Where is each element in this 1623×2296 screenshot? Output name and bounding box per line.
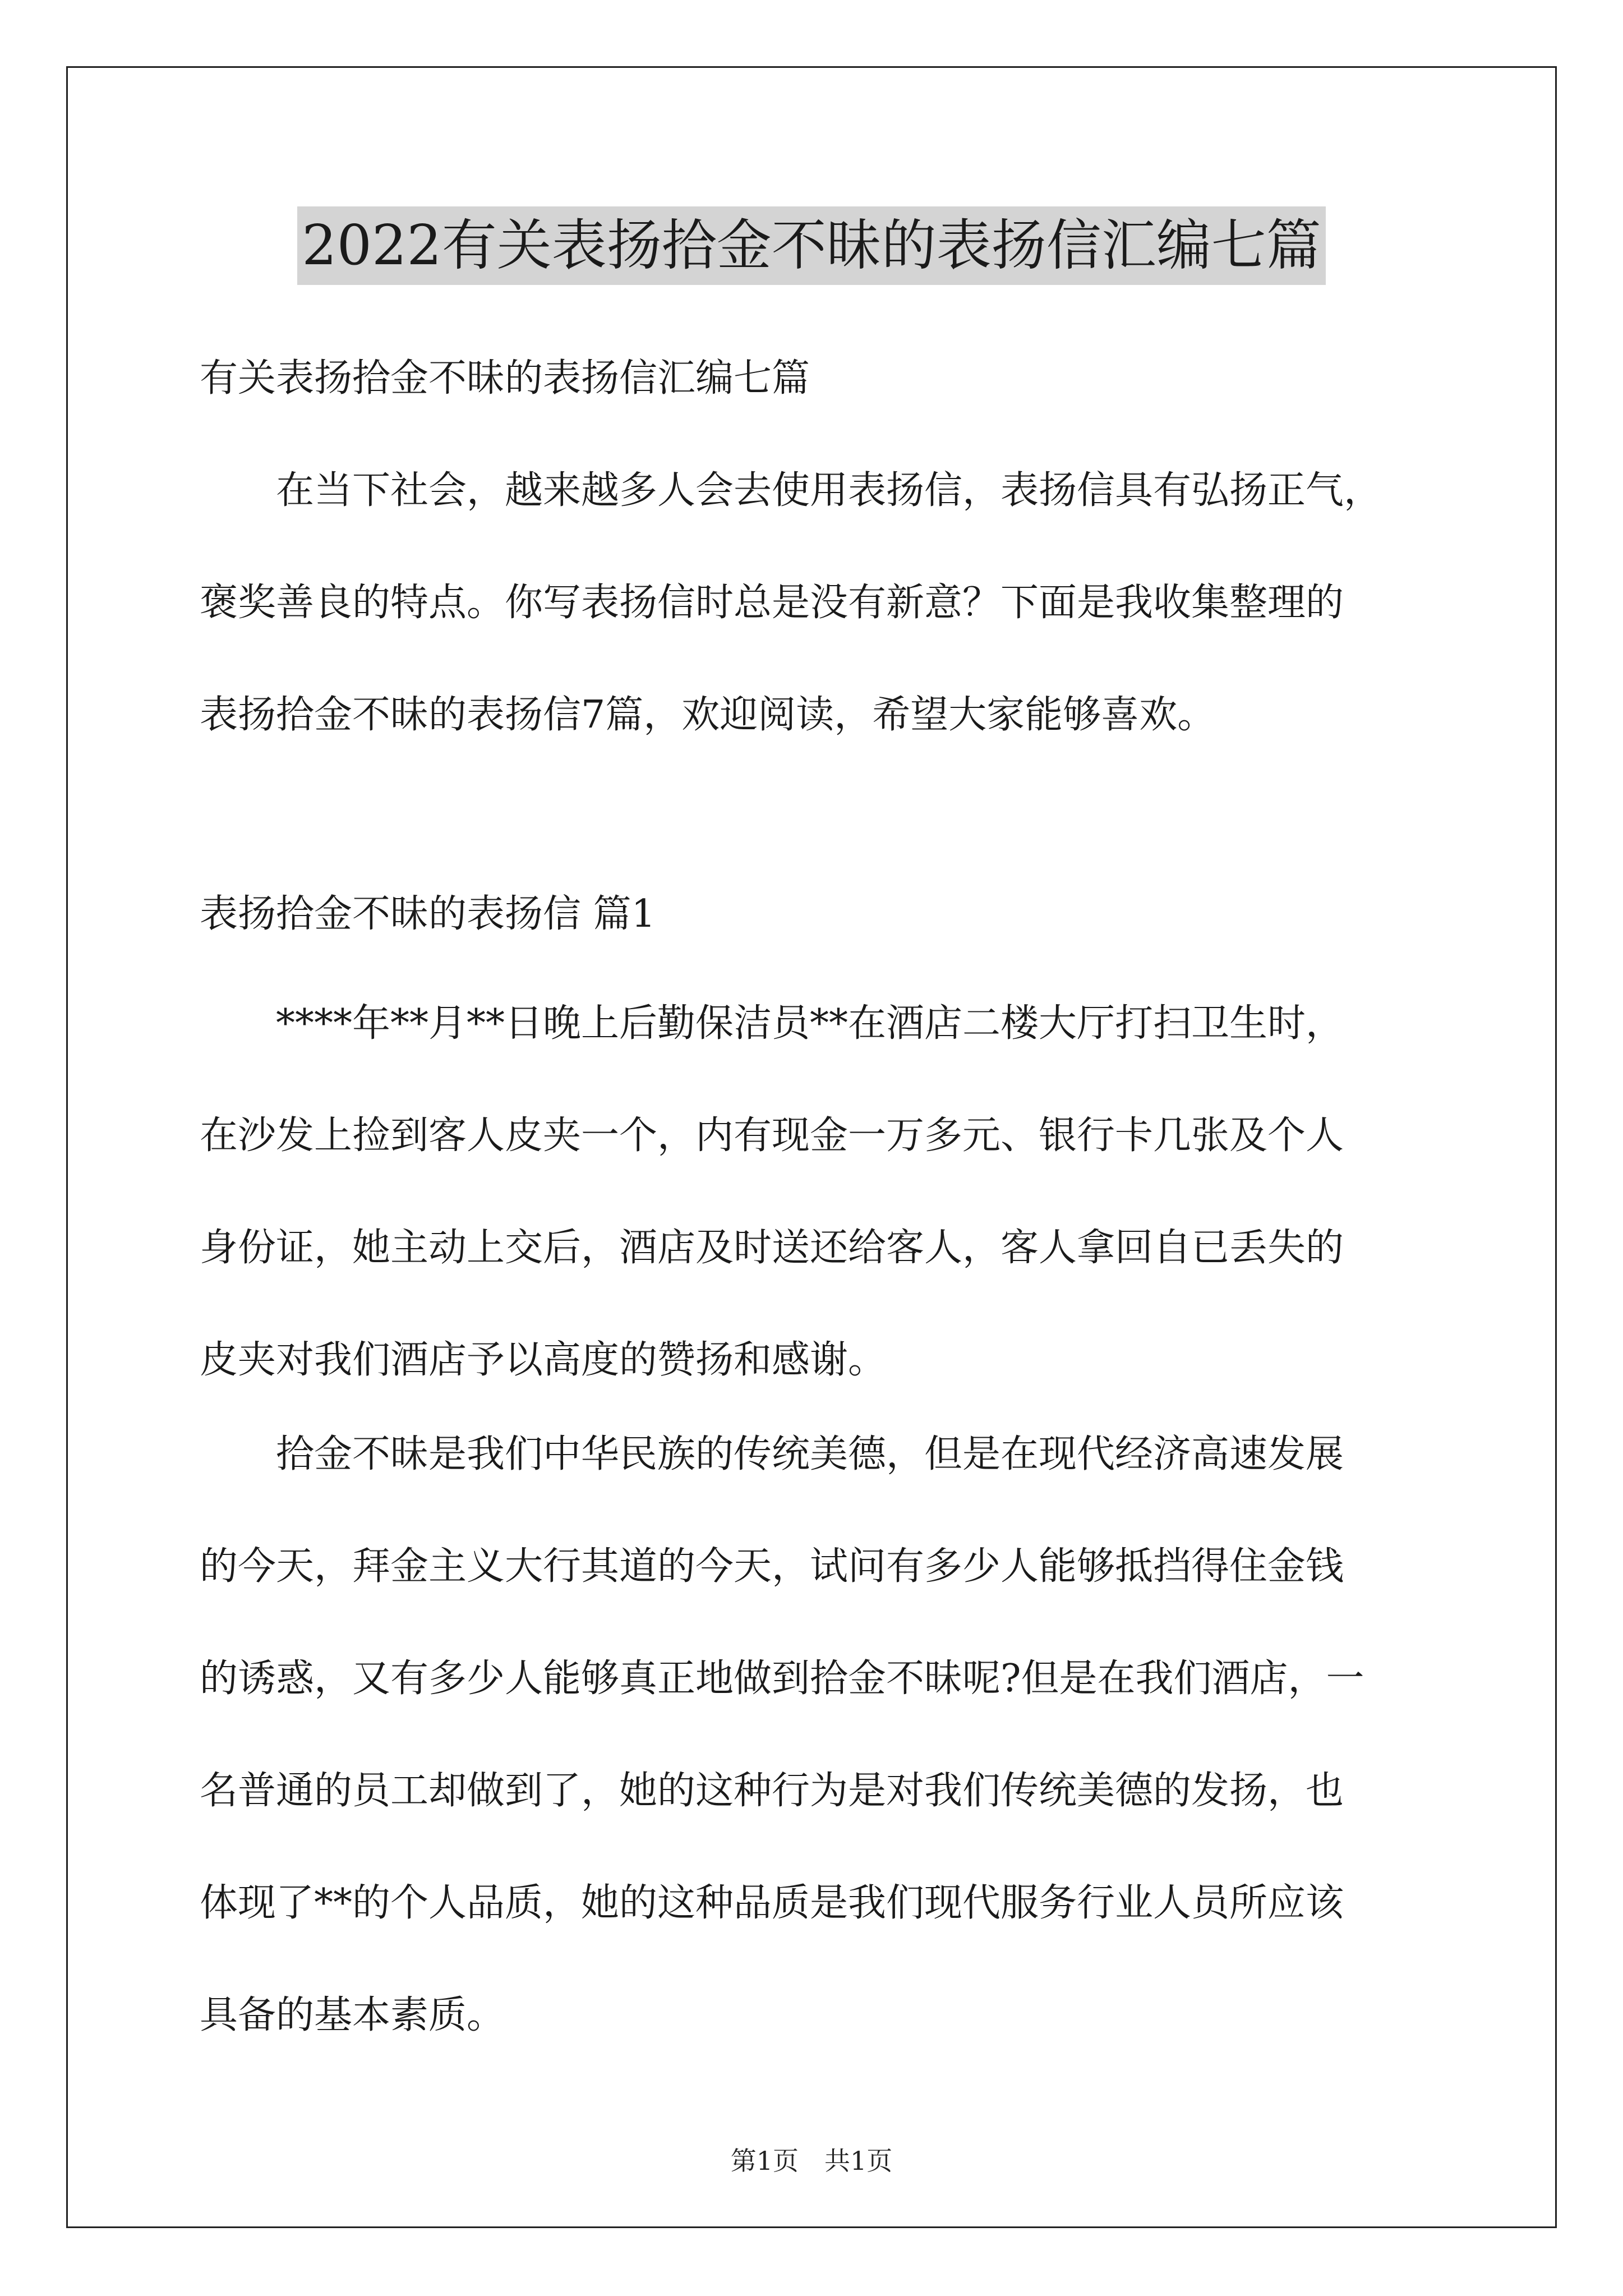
paragraph-line: 的诱惑，又有多少人能够真正地做到拾金不昧呢?但是在我们酒店，一 xyxy=(200,1657,1364,1701)
section-heading-block xyxy=(200,858,1433,970)
section-heading: 表扬拾金不昧的表扬信 篇1 xyxy=(200,892,656,936)
paragraph-line: 在沙发上捡到客人皮夹一个，内有现金一万多元、银行卡几张及个人 xyxy=(200,1114,1344,1158)
document-title: 2022有关表扬拾金不昧的表扬信汇编七篇 xyxy=(297,206,1325,285)
document-title-container xyxy=(0,206,1623,285)
paragraph-line: 身份证，她主动上交后，酒店及时送还给客人，客人拿回自已丢失的 xyxy=(200,1226,1344,1270)
intro-line: 表扬拾金不昧的表扬信7篇，欢迎阅读，希望大家能够喜欢。 xyxy=(200,693,1216,737)
document-subtitle-block xyxy=(200,323,1433,435)
paragraph-line: 的今天，拜金主义大行其道的今天，试问有多少人能够抵挡得住金钱 xyxy=(200,1544,1344,1589)
document-subtitle: 有关表扬拾金不昧的表扬信汇编七篇 xyxy=(200,356,810,401)
page-footer xyxy=(0,2144,1623,2178)
paragraph-line: 皮夹对我们酒店予以高度的赞扬和感谢。 xyxy=(200,1338,887,1382)
paragraph-line: 名普通的员工却做到了，她的这种行为是对我们传统美德的发扬，也 xyxy=(200,1769,1344,1813)
paragraph-line: 拾金不昧是我们中华民族的传统美德，但是在现代经济高速发展 xyxy=(200,1432,1344,1476)
intro-line: 在当下社会，越来越多人会去使用表扬信，表扬信具有弘扬正气， xyxy=(200,468,1382,513)
paragraph-line: 体现了**的个人品质，她的这种品质是我们现代服务行业人员所应该 xyxy=(200,1881,1344,1925)
paragraph-line: ****年**月**日晚上后勤保洁员**在酒店二楼大厅打扫卫生时， xyxy=(200,1001,1344,1046)
intro-line: 褒奖善良的特点。你写表扬信时总是没有新意？下面是我收集整理的 xyxy=(200,581,1344,625)
intro-paragraph xyxy=(200,435,1433,771)
page-number: 第1页 共1页 xyxy=(730,2146,893,2176)
body-paragraph-1 xyxy=(200,968,1433,1416)
body-paragraph-2 xyxy=(200,1398,1433,2072)
paragraph-line: 具备的基本素质。 xyxy=(200,1993,505,2037)
